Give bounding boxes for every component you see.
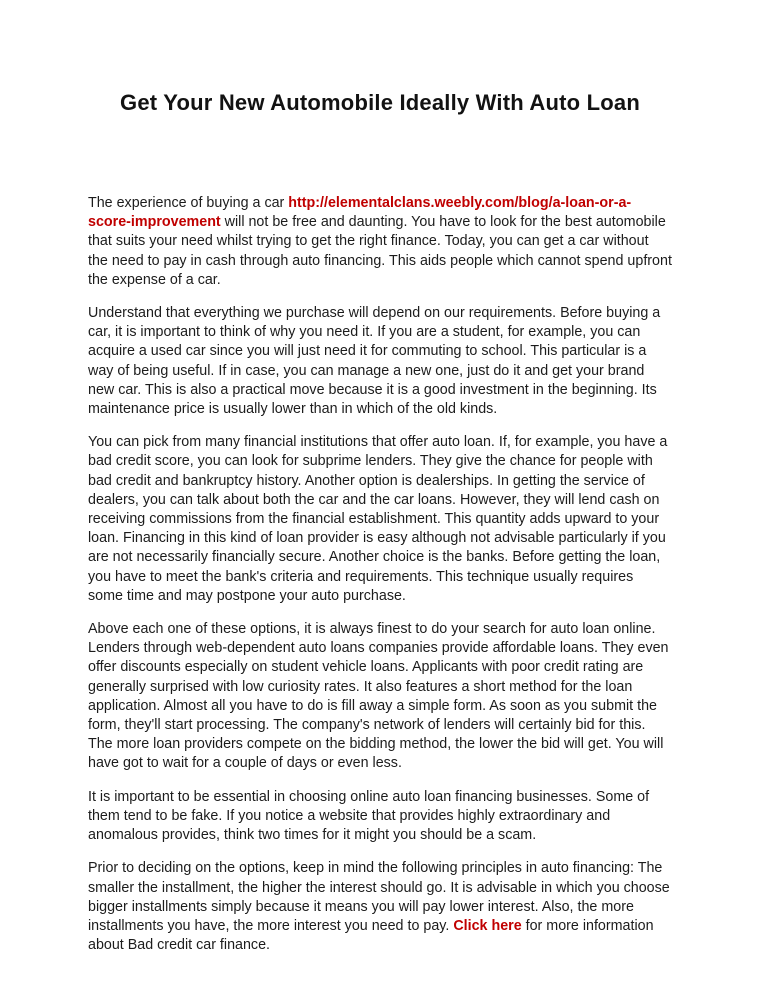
paragraph-6-text-after-link: for more information about Bad credit car finance. bbox=[88, 917, 654, 954]
paragraph-1-text-after-link: will not be free and daunting. You have to look for the best automobile that suits your need whilst trying to get the right finance. Today, you can get a car without the need to pay in cash through auto financing. This aids people which cannot spend upfront the expense of a car. bbox=[88, 214, 672, 288]
click-here-link[interactable]: Click here bbox=[453, 917, 522, 934]
paragraph-2: Understand that everything we purchase will depend on our requirements. Before buying a car, it is important to think of why you need it. If you are a student, for example, you can acquire a used car since you will just need it for commuting to school. This particular is a way of being useful. If in case, you can manage a new one, just do it and get your brand new car. This is also a practical move because it is a good investment in the beginning. Its maintenance price is usually lower than in which of the old kinds. bbox=[88, 305, 661, 418]
page-title: Get Your New Automobile Ideally With Auto Loan bbox=[120, 90, 640, 115]
paragraph-1 bbox=[88, 194, 672, 290]
paragraph-6-text-before-link: Prior to deciding on the options, keep in mind the following principles in auto financing: The smaller the installment, the higher the interest should go. It is advisable in which you choose bigger installments simply because it means you will pay lower interest. Also, the more installments you have, the more interest you need to pay. bbox=[88, 860, 670, 934]
paragraph-4: Above each one of these options, it is always finest to do your search for auto loan online. Lenders through web-dependent auto loans companies provide affordable loans. They even offer discounts especially on student vehicle loans. Applicants with poor credit rating are generally surprised with low curiosity rates. It also features a short method for the loan application. Almost all you have to do is fill away a simple form. As soon as you submit the form, they'll start processing. The company's network of lenders will certainly bid for this. The more loan providers compete on the bidding method, the lower the bid will get. You will have got to wait for a couple of days or even less. bbox=[88, 621, 669, 772]
paragraph-1-text-before-link: The experience of buying a car bbox=[88, 195, 289, 211]
paragraph-6 bbox=[88, 859, 672, 955]
paragraph-3: You can pick from many financial institutions that offer auto loan. If, for example, you have a bad credit score, you can look for subprime lenders. They give the chance for people with bad credit and bankruptcy history. Another option is dealerships. In getting the service of dealers, you can talk about both the car and the car loans. However, they will lend cash on receiving commissions from the financial establishment. This quantity adds upward to your loan. Financing in this kind of loan provider is easy although not advisable particularly if you are not necessarily financially secure. Another choice is the banks. Before getting the loan, you have to meet the bank's criteria and requirements. This technique usually requires some time and may postpone your auto purchase. bbox=[88, 434, 668, 604]
paragraph-5: It is important to be essential in choosing online auto loan financing businesses. Some of them tend to be fake. If you notice a website that provides highly extraordinary and anomalous provides, think two times for it might you should be a scam. bbox=[88, 788, 650, 844]
article-url-link[interactable]: http://elementalclans.weebly.com/blog/a-loan-or-a-score-improvement bbox=[88, 195, 632, 231]
